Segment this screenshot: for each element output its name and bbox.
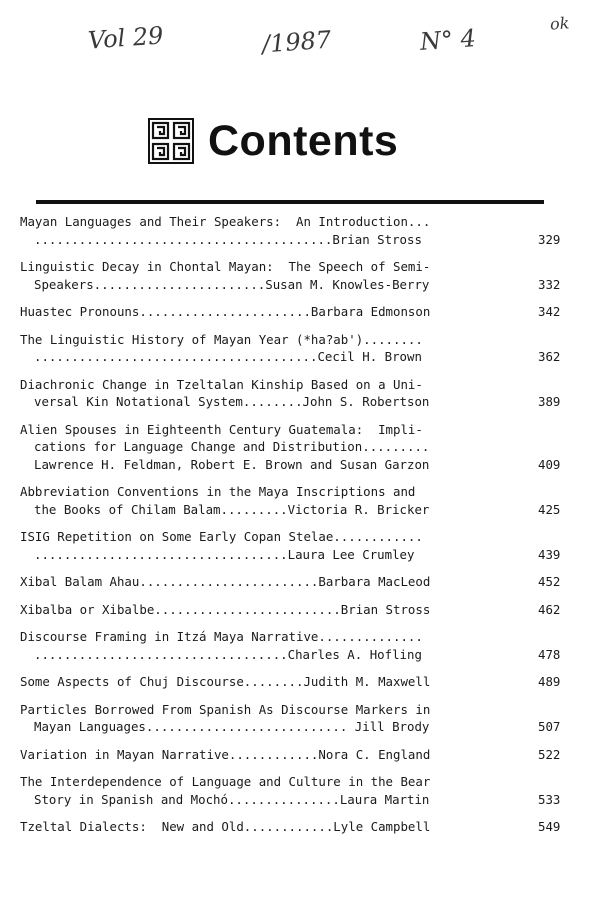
toc-entry-text: Xibalba or Xibalbe.........................Brian Stross <box>20 601 431 617</box>
toc-page-number: 507 <box>538 719 561 734</box>
toc-entry <box>20 528 580 563</box>
toc-entry <box>20 258 580 293</box>
toc-entry <box>20 376 580 411</box>
toc-page-number: 389 <box>538 394 561 409</box>
toc-entry-text: Linguistic Decay in Chontal Mayan: The Speech of Semi- <box>20 259 431 274</box>
toc-entry <box>20 746 580 764</box>
toc-entry <box>20 421 580 474</box>
toc-entry-line <box>20 393 580 411</box>
toc-entry-line <box>20 673 580 691</box>
toc-entry-text: The Linguistic History of Mayan Year (*ha?ab')........ <box>20 331 423 347</box>
toc-entry <box>20 701 580 736</box>
handwritten-year: /1987 <box>261 25 333 59</box>
toc-page-number: 489 <box>538 674 561 689</box>
toc-entry <box>20 673 580 691</box>
toc-entry-line <box>20 501 580 519</box>
toc-entry-text: Speakers.......................Susan M. Knowles-Berry <box>34 276 430 292</box>
toc-page-number: 452 <box>538 574 561 589</box>
handwritten-volume: Vol 29 <box>87 21 165 55</box>
toc-entry <box>20 818 580 836</box>
toc-entry-text: Mayan Languages and Their Speakers: An Introduction... <box>20 214 431 229</box>
toc-entry-text: Story in Spanish and Mochó...............Laura Martin <box>34 791 430 807</box>
toc-entry-text: The Interdependence of Language and Culture in the Bear <box>20 774 431 789</box>
title-divider <box>36 200 544 204</box>
toc-entry-line <box>20 573 580 591</box>
toc-entry-line <box>20 718 580 736</box>
journal-logo-icon <box>148 118 194 164</box>
toc-entry-line <box>20 483 580 501</box>
toc-entry-line <box>20 456 580 474</box>
toc-entry-line <box>20 421 580 439</box>
toc-entry-line <box>20 348 580 366</box>
toc-entry-line <box>20 276 580 294</box>
toc-entry-text: ........................................Brian Stross <box>34 231 422 247</box>
toc-entry-text: ..................................Laura Lee Crumley <box>34 546 415 562</box>
toc-entry <box>20 213 580 248</box>
toc-page-number: 522 <box>538 746 561 762</box>
toc-entry-line <box>20 303 580 321</box>
toc-page-number: 439 <box>538 546 561 562</box>
toc-entry-line <box>20 376 580 394</box>
toc-entry-line <box>20 546 580 564</box>
handwritten-ok-mark: ok <box>549 13 570 34</box>
toc-entry-text: cations for Language Change and Distribution......... <box>34 439 430 454</box>
page-title: Contents <box>208 117 399 165</box>
toc-entry <box>20 483 580 518</box>
toc-entry-line <box>20 628 580 646</box>
toc-entry-text: Lawrence H. Feldman, Robert E. Brown and Susan Garzon <box>34 456 430 472</box>
toc-entry-line <box>20 791 580 809</box>
toc-entry-text: ISIG Repetition on Some Early Copan Stelae............ <box>20 529 423 544</box>
toc-page-number: 549 <box>538 819 561 834</box>
toc-entry-line <box>20 818 580 836</box>
toc-entry-text: the Books of Chilam Balam.........Victoria R. Bricker <box>34 501 430 517</box>
toc-page-number: 329 <box>538 231 561 247</box>
toc-entry <box>20 303 580 321</box>
toc-entry-line <box>20 231 580 249</box>
toc-entry-line <box>20 701 580 719</box>
toc-entry-line <box>20 746 580 764</box>
toc-entry-text: Xibal Balam Ahau........................Barbara MacLeod <box>20 574 431 589</box>
toc-entry-text: Tzeltal Dialects: New and Old............Lyle Campbell <box>20 819 431 834</box>
toc-entry <box>20 773 580 808</box>
toc-page-number: 478 <box>538 646 561 662</box>
toc-entry-text: versal Kin Notational System........John S. Robertson <box>34 394 430 409</box>
table-of-contents <box>20 213 580 846</box>
toc-entry <box>20 601 580 619</box>
toc-entry-text: Alien Spouses in Eighteenth Century Guatemala: Impli- <box>20 421 423 437</box>
toc-entry-line <box>20 331 580 349</box>
toc-entry-line <box>20 258 580 276</box>
toc-page-number: 533 <box>538 791 561 807</box>
toc-entry-text: Abbreviation Conventions in the Maya Inscriptions and <box>20 484 416 499</box>
toc-entry-text: ......................................Cecil H. Brown <box>34 349 422 364</box>
toc-entry-text: Mayan Languages........................... Jill Brody <box>34 719 430 734</box>
toc-entry-line <box>20 438 580 456</box>
toc-page-number: 425 <box>538 501 561 517</box>
toc-entry-line <box>20 773 580 791</box>
handwritten-number: N° 4 <box>419 24 477 56</box>
toc-page-number: 362 <box>538 349 561 364</box>
toc-entry-text: Some Aspects of Chuj Discourse........Judith M. Maxwell <box>20 674 431 689</box>
toc-page-number: 342 <box>538 304 561 319</box>
toc-entry-text: Variation in Mayan Narrative............Nora C. England <box>20 746 431 762</box>
toc-page-number: 462 <box>538 601 561 617</box>
toc-entry-text: Diachronic Change in Tzeltalan Kinship Based on a Uni- <box>20 376 423 392</box>
toc-entry-text: ..................................Charles A. Hofling <box>34 646 422 662</box>
toc-entry <box>20 331 580 366</box>
toc-entry-text: Discourse Framing in Itzá Maya Narrative.............. <box>20 629 423 644</box>
toc-entry-text: Huastec Pronouns.......................Barbara Edmonson <box>20 304 431 319</box>
toc-entry-line <box>20 646 580 664</box>
toc-entry-line <box>20 601 580 619</box>
toc-page-number: 332 <box>538 276 561 292</box>
toc-entry-line <box>20 213 580 231</box>
contents-heading <box>148 118 398 164</box>
toc-entry-line <box>20 528 580 546</box>
toc-entry-text: Particles Borrowed From Spanish As Discourse Markers in <box>20 701 431 717</box>
toc-entry <box>20 628 580 663</box>
toc-page-number: 409 <box>538 456 561 472</box>
toc-entry <box>20 573 580 591</box>
